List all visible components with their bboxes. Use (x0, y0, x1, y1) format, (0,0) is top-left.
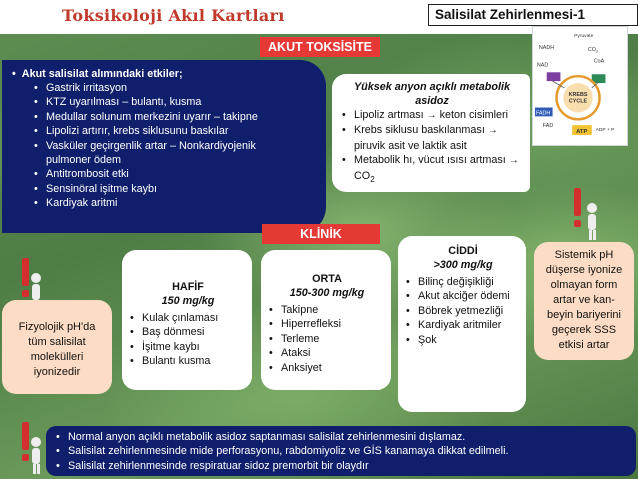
thumb-label-cycle: CYCLE (568, 98, 588, 105)
thumb-label-fad: FAD (542, 123, 554, 130)
moderate-symptom: • Takipne (269, 303, 385, 317)
clinic-label: KLİNİK (262, 224, 380, 244)
thumb-label-atp: ATP (576, 129, 588, 135)
thumb-label-nadh: NADH (538, 44, 555, 51)
thumb-label-pyruvate: Pyruvate (574, 34, 594, 40)
acute-effect-item: • Vasküler geçirgenlik artar – Nonkardiyojenik pulmoner ödem (34, 139, 318, 168)
moderate-dose: 150-300 mg/kg (289, 287, 365, 299)
acute-effect-item: • KTZ uyarılması – bulantı, kusma (34, 95, 318, 109)
mild-symptom: • Bulantı kusma (130, 354, 246, 368)
severe-severity-box (398, 236, 526, 412)
thumb-label-adp: ADP + P (595, 128, 615, 134)
footer-notes (46, 426, 636, 476)
moderate-symptom: • Anksiyet (269, 361, 385, 375)
thumb-label-fadh: FADH (535, 110, 551, 117)
acute-effect-item: • Kardiyak aritmi (34, 196, 318, 210)
mild-title: HAFİF (172, 281, 204, 293)
arrow-right-icon: → (508, 155, 519, 167)
severe-title: CİDDİ (448, 245, 478, 257)
acute-effect-item: • Gastrik irritasyon (34, 81, 318, 95)
acute-effects-heading: Akut salisilat alımındaki etkiler; (21, 68, 183, 80)
thumb-label-nad: NAD (536, 62, 549, 69)
acute-effects-box (2, 60, 326, 233)
anion-gap-item: • Metabolik hı, vücut ısısı artması → $CO_2$ (342, 153, 522, 187)
mild-severity-box (122, 250, 252, 390)
moderate-symptom: • Ataksi (269, 346, 385, 360)
severe-symptom: • Kardiyak aritmiler (406, 318, 520, 332)
anion-gap-item: • Krebs siklusu baskılanması → piruvik asit ve laktik asit (342, 123, 522, 153)
mild-symptom: • Kulak çınlaması (130, 311, 246, 325)
footer-note: • Salisilat zehirlenmesinde mide perforasyonu, rabdomiyoliz ve GİS kanamaya dikkat edilmeli. (56, 444, 630, 458)
acute-toxicity-label: AKUT TOKSİSİTE (260, 37, 380, 57)
severe-symptom: • Bilinç değişikliği (406, 275, 520, 289)
moderate-severity-box (261, 250, 391, 390)
acute-effect-item: • Lipolizi artırır, krebs siklusunu baskılar (34, 124, 318, 138)
arrow-right-icon: → (487, 125, 498, 137)
moderate-symptom: • Terleme (269, 332, 385, 346)
page-title: Toksikoloji Akıl Kartları (62, 6, 285, 25)
physiology-note: Fizyolojik pH'da tüm salisilat molekülleri iyonizedir (2, 300, 112, 394)
severe-dose: >300 mg/kg (433, 259, 493, 271)
thumb-label-coa: CoA (593, 58, 605, 65)
mild-symptom: • İşitme kaybı (130, 340, 246, 354)
anion-gap-box (332, 74, 530, 192)
topic-title: Salisilat Zehirlenmesi-1 (428, 4, 638, 26)
anion-gap-heading: Yüksek anyon açıklı metabolik asidoz (353, 81, 511, 107)
person-exclamation-icon (568, 186, 608, 242)
thumb-label-co: CO (587, 46, 596, 53)
severe-symptom: • Şok (406, 333, 520, 347)
bullet: • (12, 68, 16, 80)
acute-effect-item: • Medullar solunum merkezini uyarır – takipne (34, 110, 318, 124)
severe-symptom: • Akut akciğer ödemi (406, 289, 520, 303)
acute-effect-item: • Antitrombosit etki (34, 167, 318, 181)
mild-symptom: • Baş dönmesi (130, 325, 246, 339)
moderate-title: ORTA (312, 273, 342, 285)
anion-gap-item: • Lipoliz artması → keton cisimleri (342, 108, 522, 123)
mild-dose: 150 mg/kg (161, 295, 215, 307)
krebs-cycle-thumbnail (532, 26, 628, 146)
thumb-label-co-sub: 2 (595, 48, 599, 54)
moderate-symptom: • Hiperrefleksi (269, 317, 385, 331)
footer-note: • Normal anyon açıklı metabolik asidoz saptanması salisilat zehirlenmesini dışlamaz. (56, 430, 630, 444)
footer-note: • Salisilat zehirlenmesinde respiratuar sidoz premorbit bir olaydır (56, 459, 630, 473)
systemic-note: Sistemik pH düşerse iyonize olmayan form artar ve kan-beyin bariyerini geçerek SSS etkisi artar (534, 242, 634, 360)
thumb-label-krebs: KREBS (568, 91, 588, 98)
svg-text:CO2 (588, 47, 598, 54)
person-exclamation-icon (6, 420, 46, 476)
arrow-right-icon: → (426, 110, 437, 121)
severe-symptom: • Böbrek yetmezliği (406, 304, 520, 318)
acute-effect-item: • Sensinöral işitme kaybı (34, 182, 318, 196)
